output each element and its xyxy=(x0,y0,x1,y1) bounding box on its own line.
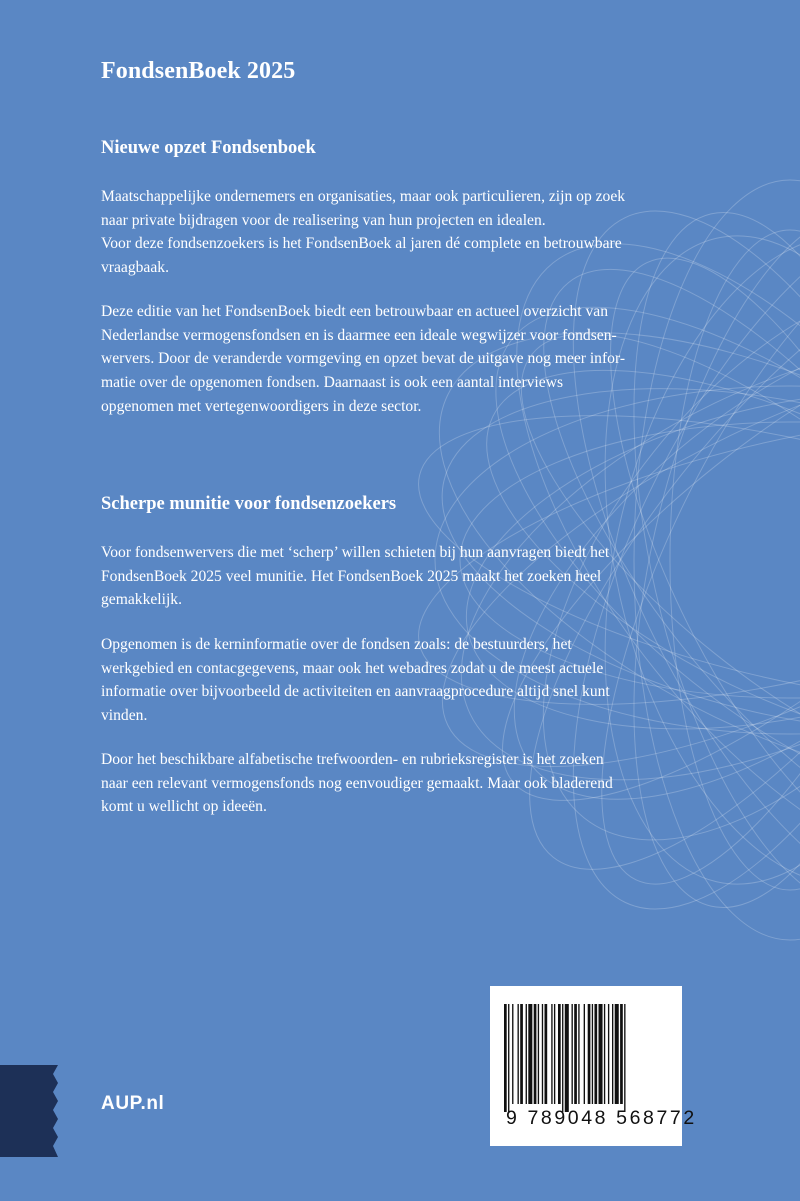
barcode-bar xyxy=(504,1004,507,1112)
text-line: Door het beschikbare alfabetische trefwoorden- en rubrieksregister is het zoeken xyxy=(101,751,604,768)
paragraph-munitie xyxy=(101,541,701,612)
barcode-bar xyxy=(620,1004,623,1104)
barcode-bar xyxy=(572,1004,573,1104)
barcode-bar xyxy=(528,1004,532,1104)
barcode-bar xyxy=(594,1004,597,1104)
barcode-bar xyxy=(608,1004,609,1104)
barcode-bar xyxy=(624,1004,625,1112)
text-line: vinden. xyxy=(101,707,148,725)
barcode-bar xyxy=(508,1004,509,1112)
text-line: naar private bijdragen voor de realisering van hun projecten en idealen. xyxy=(101,211,546,229)
publisher-label: AUP.nl xyxy=(101,1093,165,1114)
paragraph-kerninformatie xyxy=(101,633,701,728)
barcode-bar xyxy=(558,1004,561,1104)
barcode-bar xyxy=(604,1004,605,1104)
paragraph-intro xyxy=(101,185,701,280)
barcode-bar xyxy=(538,1004,539,1104)
barcode-bar xyxy=(574,1004,577,1104)
barcode-bar xyxy=(599,1004,603,1104)
barcode-bar xyxy=(562,1004,563,1112)
text-line: wervers. Door de veranderde vormgeving en opzet bevat de uitgave nog meer infor- xyxy=(101,350,626,368)
barcode-bar xyxy=(518,1004,519,1104)
book-title: FondsenBoek 2025 xyxy=(101,58,296,84)
text-line: werkgebied en contacgegevens, maar ook het webadres zodat u de meest actuele xyxy=(101,659,604,677)
text-line: Opgenomen is de kerninformatie over de fondsen zoals: de bestuurders, het xyxy=(101,636,572,653)
text-line: Nederlandse vermogensfondsen en is daarmee een ideale wegwijzer voor fondsen- xyxy=(101,326,617,344)
barcode-bar xyxy=(512,1004,513,1104)
edge-tab-shape xyxy=(0,1065,58,1157)
barcode-bar xyxy=(612,1004,613,1104)
text-line: Maatschappelijke ondernemers en organisaties, maar ook particulieren, zijn op zoek xyxy=(101,188,626,205)
barcode-bar xyxy=(542,1004,543,1104)
barcode-bar xyxy=(584,1004,585,1104)
barcode-bar xyxy=(520,1004,523,1104)
barcode-bar xyxy=(526,1004,527,1104)
barcode-bar xyxy=(588,1004,591,1104)
barcode-bar xyxy=(551,1004,552,1104)
text-line: Deze editie van het FondsenBoek biedt een betrouwbaar en actueel overzicht van xyxy=(101,303,609,320)
text-line: FondsenBoek 2025 veel munitie. Het FondsenBoek 2025 maakt het zoeken heel xyxy=(101,567,602,585)
text-line: naar een relevant vermogensfonds nog eenvoudiger gemaakt. Maar ook bladerend xyxy=(101,774,613,792)
text-line: Voor deze fondsenzoekers is het FondsenBoek al jaren dé complete en betrouwbare xyxy=(101,235,622,253)
barcode xyxy=(490,986,697,1146)
text-line: Voor fondsenwervers die met ‘scherp’ willen schieten bij hun aanvragen biedt het xyxy=(101,544,610,561)
text-line: komt u wellicht op ideeën. xyxy=(101,798,267,816)
barcode-digits: 9 789048 568772 xyxy=(506,1107,697,1129)
paragraph-edition xyxy=(101,300,701,419)
barcode-bar xyxy=(565,1004,569,1112)
text-line: informatie over bijvoorbeeld de activiteiten en aanvraagprocedure altijd snel kunt xyxy=(101,683,610,701)
section-heading-nieuwe-opzet: Nieuwe opzet Fondsenboek xyxy=(101,138,316,158)
barcode-bar xyxy=(615,1004,619,1104)
barcode-bar xyxy=(534,1004,537,1104)
edge-tab-marker xyxy=(0,1065,58,1157)
text-line: gemakkelijk. xyxy=(101,591,182,609)
text-line: opgenomen met vertegenwoordigers in deze sector. xyxy=(101,397,422,415)
barcode-bar xyxy=(592,1004,593,1104)
paragraph-register xyxy=(101,748,701,819)
text-line: vraagbaak. xyxy=(101,259,169,277)
text-line: matie over de opgenomen fondsen. Daarnaast is ook een aantal interviews xyxy=(101,374,564,392)
barcode-bar xyxy=(578,1004,579,1104)
section-heading-scherpe-munitie: Scherpe munitie voor fondsenzoekers xyxy=(101,494,397,514)
barcode-bar xyxy=(554,1004,555,1104)
barcode-bar xyxy=(545,1004,548,1104)
